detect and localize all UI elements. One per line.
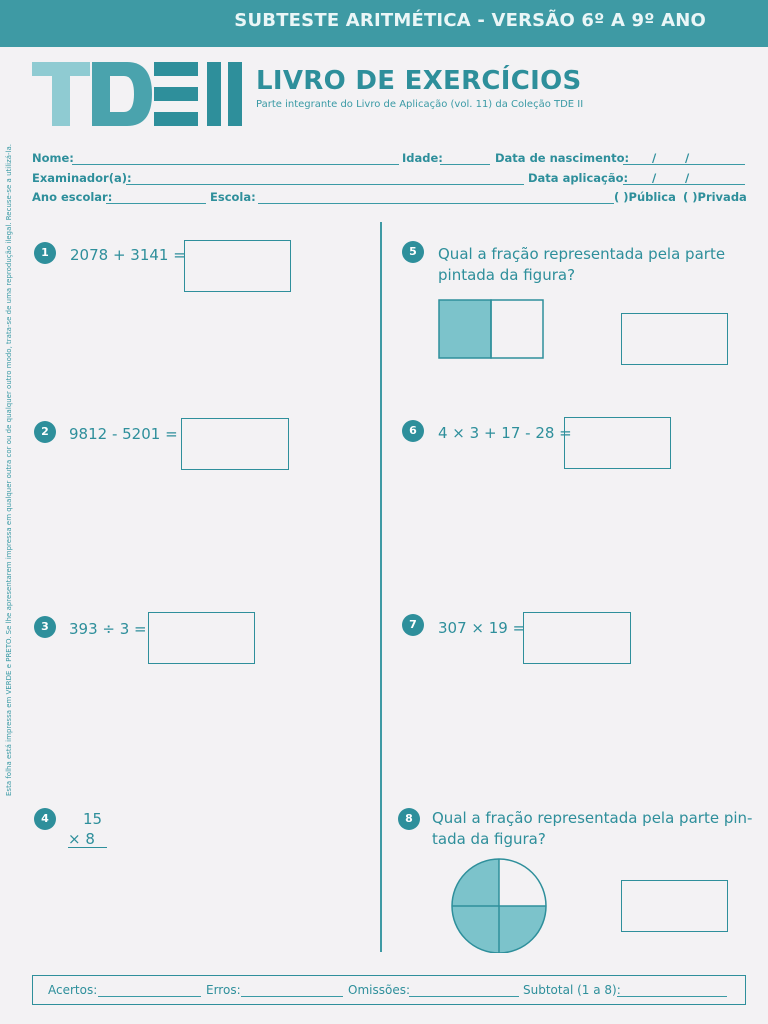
question-number-5: 5 (402, 241, 424, 263)
question-8-line-2: tada da figura? (432, 830, 546, 848)
hits-label: Acertos: (48, 983, 98, 997)
answer-box-1[interactable] (184, 240, 291, 292)
application-date-label: Data aplicação: (528, 171, 629, 185)
fraction-circle-figure (448, 857, 552, 953)
subtest-title: SUBTESTE ARITMÉTICA - VERSÃO 6º A 9º ANO (234, 10, 706, 31)
errors-label: Erros: (206, 983, 241, 997)
question-number-7: 7 (402, 614, 424, 636)
question-5-line-1: Qual a fração representada pela parte (438, 245, 726, 263)
question-number-1: 1 (34, 242, 56, 264)
school-year-field[interactable] (106, 203, 206, 204)
name-label: Nome: (32, 151, 74, 165)
age-field[interactable] (440, 164, 490, 165)
question-number-4: 4 (34, 808, 56, 830)
school-field[interactable] (258, 203, 614, 204)
question-4-bottom: × 8 (68, 830, 95, 848)
header-bar (0, 0, 768, 47)
question-6-text: 4 × 3 + 17 - 28 = (438, 424, 572, 442)
question-3-text: 393 ÷ 3 = (69, 620, 147, 638)
answer-box-3[interactable] (148, 612, 255, 664)
age-label: Idade: (402, 151, 443, 165)
question-number-2: 2 (34, 421, 56, 443)
omissions-field[interactable] (409, 996, 519, 997)
public-option[interactable]: ( )Pública (614, 190, 676, 204)
subtotal-label: Subtotal (1 a 8): (523, 983, 621, 997)
date-slash: / (652, 151, 657, 165)
question-1-text: 2078 + 3141 = (70, 246, 186, 264)
date-slash: / (652, 171, 657, 185)
question-4-top: 15 (83, 810, 103, 828)
date-slash: / (685, 171, 690, 185)
examiner-field[interactable] (126, 184, 524, 185)
omissions-label: Omissões: (348, 983, 410, 997)
errors-field[interactable] (241, 996, 343, 997)
birthdate-field[interactable] (623, 164, 745, 165)
copyright-notice: Esta folha está impressa em VERDE e PRETO. Se lhe apresentarem impressa em qualquer outra cor ou de qualquer outro modo, trata-se de uma reprodução ilegal. Recuse-se a utilizá-la. (5, 143, 13, 796)
name-field[interactable] (72, 164, 399, 165)
question-number-8: 8 (398, 808, 420, 830)
answer-box-2[interactable] (181, 418, 289, 470)
column-divider (380, 222, 382, 952)
fraction-rectangle-figure (438, 299, 545, 360)
sum-line (68, 847, 107, 848)
private-option[interactable]: ( )Privada (683, 190, 747, 204)
question-5-line-2: pintada da figura? (438, 266, 576, 284)
application-date-field[interactable] (623, 184, 745, 185)
examiner-label: Examinador(a): (32, 171, 132, 185)
question-number-3: 3 (34, 616, 56, 638)
question-5-text (438, 244, 725, 286)
answer-box-8[interactable] (621, 880, 728, 932)
school-year-label: Ano escolar: (32, 190, 113, 204)
subtotal-field[interactable] (617, 996, 727, 997)
birthdate-label: Data de nascimento: (495, 151, 630, 165)
book-title: LIVRO DE EXERCÍCIOS (256, 66, 582, 96)
hits-field[interactable] (98, 996, 201, 997)
tde-logo (32, 60, 246, 128)
question-7-text: 307 × 19 = (438, 619, 526, 637)
book-subtitle: Parte integrante do Livro de Aplicação (vol. 11) da Coleção TDE II (256, 99, 584, 110)
question-number-6: 6 (402, 420, 424, 442)
school-label: Escola: (210, 190, 256, 204)
question-8-line-1: Qual a fração representada pela parte pin- (432, 809, 753, 827)
answer-box-7[interactable] (523, 612, 631, 664)
question-8-text (432, 808, 752, 850)
date-slash: / (685, 151, 690, 165)
answer-box-6[interactable] (564, 417, 671, 469)
answer-box-5[interactable] (621, 313, 728, 365)
question-2-text: 9812 - 5201 = (69, 425, 178, 443)
